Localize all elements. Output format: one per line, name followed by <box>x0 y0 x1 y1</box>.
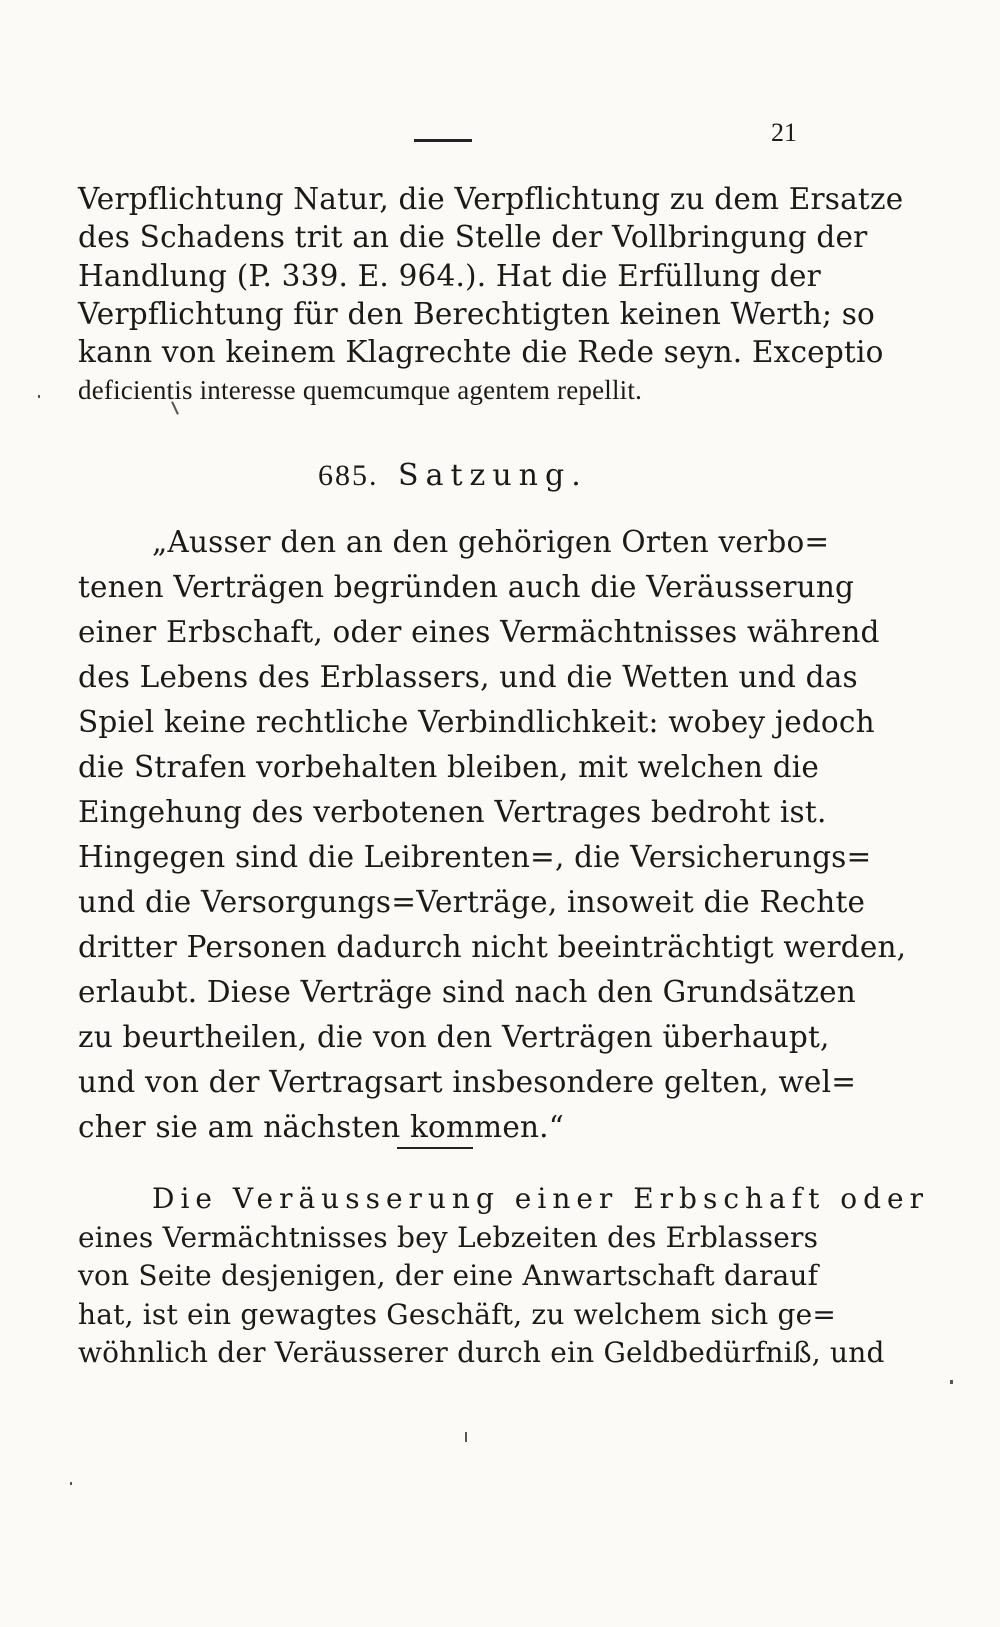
separator-rule <box>397 1147 473 1149</box>
text-line: des Schadens trit an die Stelle der Vollbringung der <box>78 220 868 255</box>
text-line: zu beurtheilen, die von den Verträgen überhaupt, <box>78 1020 830 1054</box>
text-line: und von der Vertragsart insbesondere gelten, wel= <box>78 1065 857 1099</box>
text-line: Die Veräusserung einer Erbschaft oder <box>152 1182 929 1215</box>
text-line: eines Vermächtnisses bey Lebzeiten des Erblassers <box>78 1220 819 1254</box>
text-line: Spiel keine rechtliche Verbindlichkeit: wobey jedoch <box>78 705 875 739</box>
text-line: des Lebens des Erblassers, und die Wetten und das <box>78 660 858 694</box>
text-line: die Strafen vorbehalten bleiben, mit welchen die <box>78 750 820 784</box>
paragraph-1 <box>78 180 904 410</box>
text-line: deficientis interesse quemcumque agentem repellit. <box>78 375 643 406</box>
section-number: 685. <box>318 459 379 492</box>
text-line: tenen Verträgen begründen auch die Veräusserung <box>78 570 855 604</box>
text-line: hat, ist ein gewagtes Geschäft, zu welchem sich ge= <box>78 1297 837 1331</box>
print-speck <box>38 395 40 398</box>
section-title: Satzung. <box>398 458 588 493</box>
section-heading <box>318 458 588 493</box>
text-line: Verpflichtung für den Berechtigten keinen Werth; so <box>78 296 876 331</box>
text-line: einer Erbschaft, oder eines Vermächtnisses während <box>78 615 880 649</box>
text-line: kann von keinem Klagrechte die Rede seyn. Exceptio <box>78 335 884 370</box>
text-line: Hingegen sind die Leibrenten=, die Versicherungs= <box>78 840 872 874</box>
print-speck <box>465 1432 467 1442</box>
print-speck <box>950 1380 953 1384</box>
text-line: von Seite desjenigen, der eine Anwartschaft darauf <box>78 1259 819 1292</box>
paragraph-2 <box>78 520 907 1150</box>
text-line: Verpflichtung Natur, die Verpflichtung zu dem Ersatze <box>78 182 904 216</box>
text-line: Eingehung des verbotenen Vertrages bedroht ist. <box>78 795 827 829</box>
text-line: „Ausser den an den gehörigen Orten verbo= <box>152 525 830 559</box>
text-line: dritter Personen dadurch nicht beeinträchtigt werden, <box>78 930 907 964</box>
text-line: Handlung (P. 339. E. 964.). Hat die Erfüllung der <box>78 258 821 293</box>
paragraph-3 <box>78 1180 929 1373</box>
text-line: wöhnlich der Veräusserer durch ein Geldbedürfniß, und <box>78 1336 885 1369</box>
text-line: cher sie am nächsten kommen.“ <box>78 1110 565 1144</box>
print-speck <box>70 1482 72 1485</box>
page-number: 21 <box>771 118 797 147</box>
header-rule <box>414 139 472 142</box>
text-line: erlaubt. Diese Verträge sind nach den Grundsätzen <box>78 975 856 1009</box>
text-line: und die Versorgungs=Verträge, insoweit die Rechte <box>78 885 866 919</box>
